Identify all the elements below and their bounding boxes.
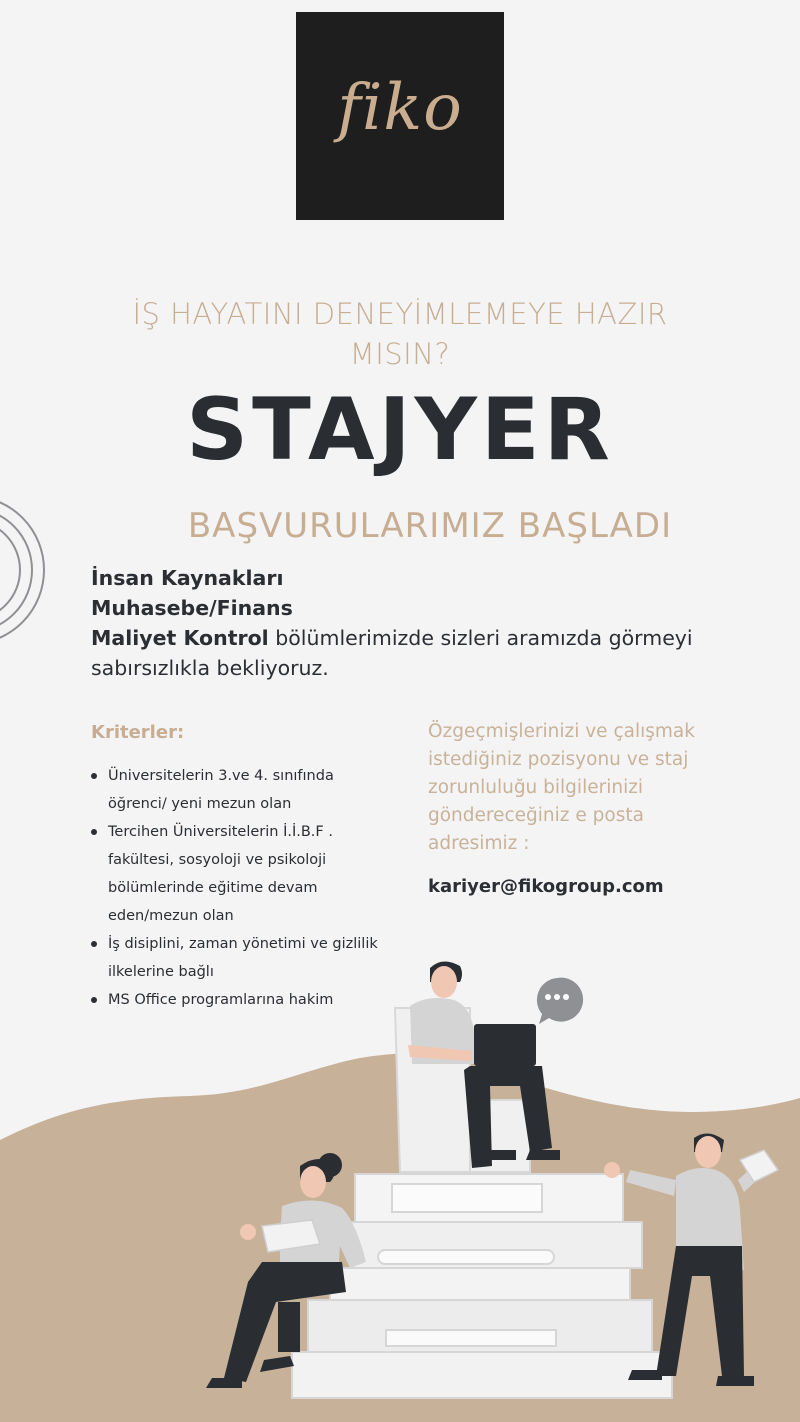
criteria-item: İş disiplini, zaman yönetimi ve gizlilik ilkelerine bağlı — [91, 930, 381, 986]
tagline: İŞ HAYATINI DENEYİMLEMEYE HAZIR MISIN? — [132, 297, 668, 371]
criteria-item: Tercihen Üniversitelerin İ.İ.B.F . fakültesi, sosyoloji ve psikoloji bölümlerinde eğitime devam eden/mezun olan — [91, 818, 381, 930]
criteria-item: MS Office programlarına hakim — [91, 986, 381, 1014]
speech-bubble-icon — [537, 978, 583, 1024]
contact-email[interactable]: kariyer@fikogroup.com — [428, 876, 664, 897]
subline: BAŞVURULARIMIZ BAŞLADI — [187, 506, 673, 546]
criteria-item: Üniversitelerin 3.ve 4. sınıfında öğrenci/ yeni mezun olan — [91, 762, 381, 818]
department-finance: Muhasebe/Finans — [91, 596, 293, 620]
criteria-list — [91, 762, 381, 1014]
departments-text — [91, 563, 731, 683]
application-instructions: Özgeçmişlerinizi ve çalışmak istediğiniz pozisyonu ve staj zorunluluğu bilgilerinizi göndereceğiniz e posta adresimiz : — [428, 721, 695, 854]
headline: STAJYER — [186, 380, 614, 480]
decorative-arcs — [0, 496, 44, 644]
department-cost-control: Maliyet Kontrol — [91, 626, 269, 650]
department-hr: İnsan Kaynakları — [91, 566, 284, 590]
logo — [296, 12, 504, 220]
criteria-title: Kriterler: — [91, 722, 185, 743]
departments-suffix: bölümlerimizde sizleri aramızda görmeyi sabırsızlıkla bekliyoruz. — [91, 626, 693, 680]
logo-text: fiko — [337, 71, 463, 145]
